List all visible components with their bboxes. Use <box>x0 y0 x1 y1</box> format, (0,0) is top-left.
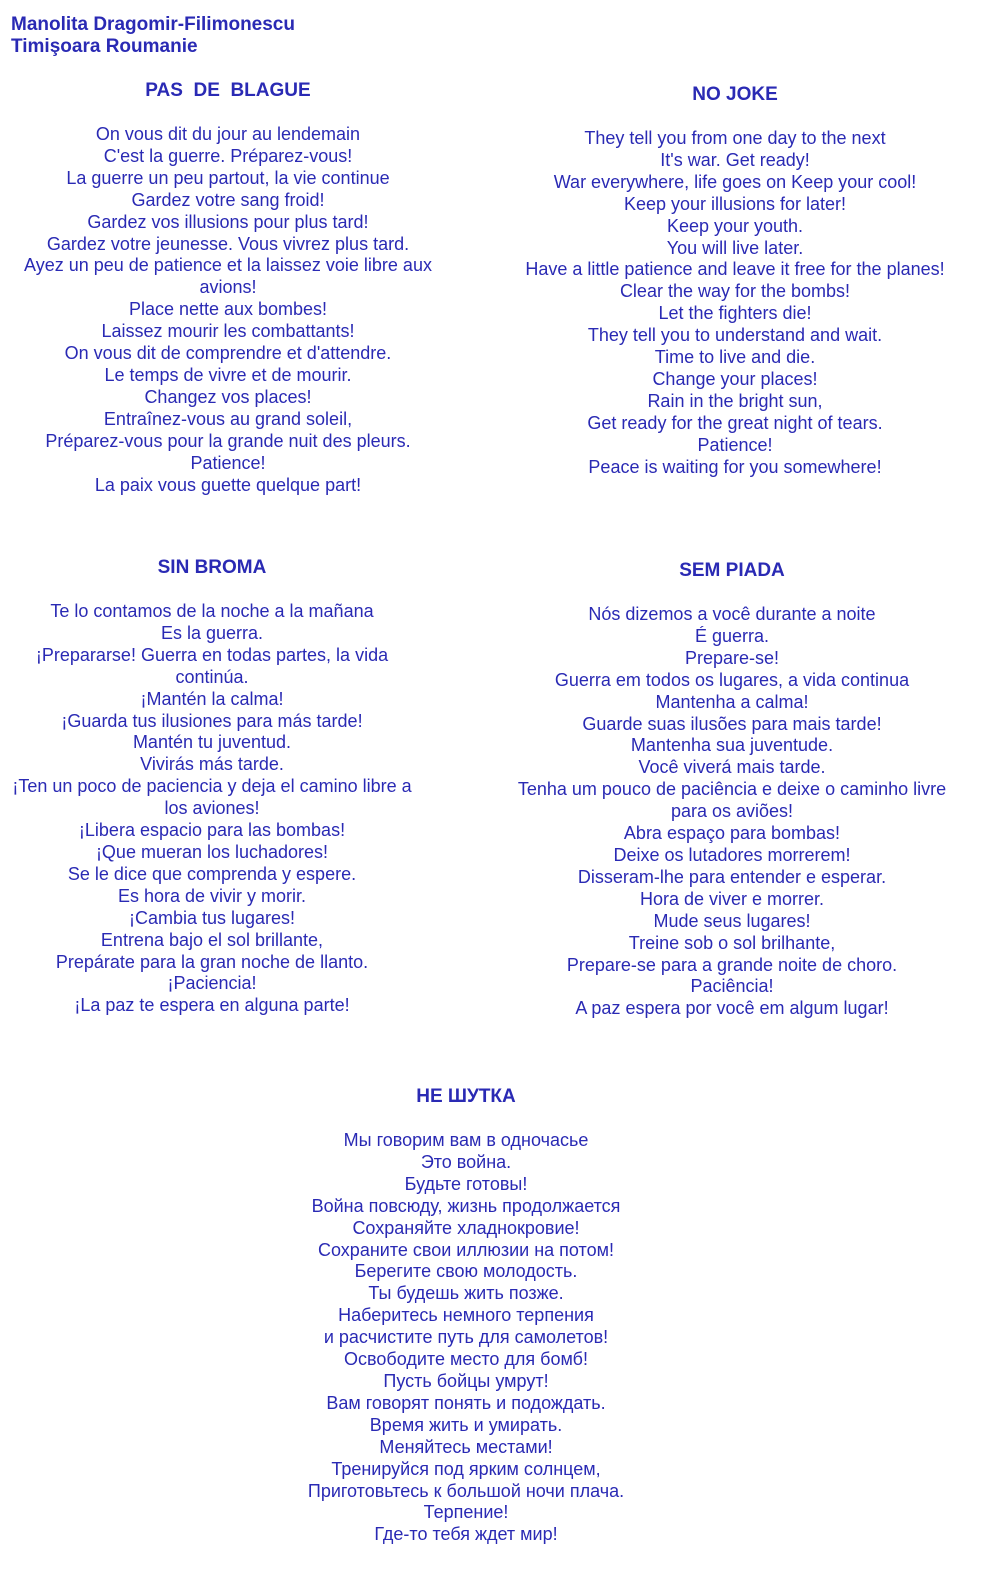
poem-title: NO JOKE <box>692 84 778 105</box>
poem-line: You will live later. <box>666 237 804 258</box>
poem-line: Change your places! <box>652 368 818 389</box>
poem-lines <box>506 604 958 1020</box>
poem-line: los aviones! <box>164 798 260 819</box>
poem-line: Abra espaço para bombas! <box>623 823 841 844</box>
poem-line: Мы говорим вам в одночасье <box>343 1130 589 1150</box>
poem-line: Будьте готовы! <box>404 1173 528 1194</box>
poem-line: Сохраните свои иллюзии на потом! <box>318 1239 614 1260</box>
poem-line: Paciência! <box>690 976 774 997</box>
poem-line: É guerra. <box>694 625 770 646</box>
poem-title: SIN BROMA <box>157 557 267 578</box>
poem-spanish <box>2 557 422 1017</box>
poem-line: Have a little patience and leave it free for the planes! <box>525 259 945 280</box>
poem-line: Tenha um pouco de paciência e deixe o caminho livre <box>517 779 947 800</box>
poem-line: Le temps de vivre et de mourir. <box>104 364 352 385</box>
poem-line: Let the fighters die! <box>658 303 812 324</box>
poem-line: Mude seus lugares! <box>653 910 811 931</box>
poem-line: Пусть бойцы умрут! <box>383 1370 549 1391</box>
poem-line: Patience! <box>697 434 773 455</box>
poem-line: Prepare-se! <box>684 647 780 668</box>
poem-line: ¡Cambia tus lugares! <box>128 907 296 928</box>
poem-line: A paz espera por você em algum lugar! <box>575 998 889 1019</box>
poem-line: ¡Mantén la calma! <box>140 688 284 709</box>
poem-line: Ты будешь жить позже. <box>368 1283 564 1304</box>
author-name: Manolita Dragomir-Filimonescu <box>11 14 295 35</box>
poem-line: They tell you from one day to the next <box>584 128 886 148</box>
poem-line: Берегите свою молодость. <box>354 1261 578 1282</box>
poem-line: Entraînez-vous au grand soleil, <box>103 408 353 429</box>
poem-line: Você viverá mais tarde. <box>638 757 826 778</box>
poem-line: para os aviões! <box>670 801 794 822</box>
author-block <box>11 14 295 58</box>
poem-line: Keep your illusions for later! <box>623 193 847 214</box>
poem-lines <box>12 124 444 496</box>
poem-line: Treine sob o sol brilhante, <box>628 932 836 953</box>
poem-line: Es la guerra. <box>160 622 264 643</box>
poem-line: Patience! <box>190 452 266 473</box>
poem-line: Тренируйся под ярким солнцем, <box>331 1458 601 1479</box>
poem-line: ¡Libera espacio para las bombas! <box>78 820 346 841</box>
poem-line: Освободите место для бомб! <box>344 1349 588 1370</box>
poem-line: Time to live and die. <box>654 347 816 368</box>
poem-line: ¡Que mueran los luchadores! <box>95 841 329 862</box>
poem-line: Сохраняйте хладнокровие! <box>352 1217 580 1238</box>
poem-line: Война повсюду, жизнь продолжается <box>311 1195 621 1216</box>
poem-line: ¡La paz te espera en alguna parte! <box>74 995 350 1016</box>
poem-line: Prepárate para la gran noche de llanto. <box>55 951 369 972</box>
poem-line: Disseram-lhe para entender e esperar. <box>577 866 887 887</box>
poem-lines <box>258 1130 674 1546</box>
poem-line: Te lo contamos de la noche a la mañana <box>50 601 374 621</box>
poem-french <box>12 80 444 496</box>
poem-line: Mantenha sua juventude. <box>630 735 834 756</box>
poem-line: ¡Prepararse! Guerra en todas partes, la vida <box>35 644 389 665</box>
poem-line: ¡Paciencia! <box>167 973 257 994</box>
poem-line: On vous dit de comprendre et d'attendre. <box>64 343 392 364</box>
poem-english <box>512 84 958 479</box>
poem-line: Вам говорят понять и подождать. <box>326 1392 606 1413</box>
poem-line: Mantén tu juventud. <box>132 732 292 753</box>
poem-title: SEM PIADA <box>679 560 785 581</box>
poem-line: On vous dit du jour au lendemain <box>95 124 361 144</box>
poem-line: Peace is waiting for you somewhere! <box>588 456 882 477</box>
poem-russian <box>258 1086 674 1546</box>
poem-lines <box>512 128 958 479</box>
poem-line: Entrena bajo el sol brillante, <box>100 929 324 950</box>
poem-title: НЕ ШУТКА <box>416 1086 516 1107</box>
poem-line: Это война. <box>420 1151 512 1172</box>
poem-line: Gardez vos illusions pour plus tard! <box>87 211 369 232</box>
poem-line: ¡Ten un poco de paciencia y deja el camino libre a <box>12 776 412 797</box>
poem-line: Vivirás más tarde. <box>140 754 284 775</box>
poem-line: Deixe os lutadores morrerem! <box>613 844 851 865</box>
poem-line: ¡Guarda tus ilusiones para más tarde! <box>61 710 363 731</box>
poem-line: Get ready for the great night of tears. <box>587 412 883 433</box>
poem-line: Где-то тебя ждет мир! <box>374 1524 558 1545</box>
poem-line: Меняйтесь местами! <box>379 1436 553 1457</box>
poem-line: и расчистите путь для самолетов! <box>323 1327 609 1348</box>
poem-line: Guerra em todos os lugares, a vida continua <box>554 669 910 690</box>
poem-line: Ayez un peu de patience et la laissez voie libre aux <box>24 255 432 276</box>
poem-line: Gardez votre sang froid! <box>131 189 325 210</box>
poem-line: Hora de viver e morrer. <box>639 888 825 909</box>
poem-line: Changez vos places! <box>144 386 312 407</box>
poem-line: C'est la guerre. Préparez-vous! <box>103 145 353 166</box>
poem-line: Se le dice que comprenda y espere. <box>67 863 357 884</box>
poem-line: Приготовьтесь к большой ночи плача. <box>307 1480 625 1501</box>
poem-lines <box>2 601 422 1017</box>
poem-line: It's war. Get ready! <box>660 149 810 170</box>
poem-line: Keep your youth. <box>666 215 804 236</box>
poem-line: Guarde suas ilusões para mais tarde! <box>582 713 882 734</box>
poem-line: They tell you to understand and wait. <box>587 325 883 346</box>
poem-portuguese <box>506 560 958 1020</box>
poem-line: War everywhere, life goes on Keep your cool! <box>553 171 917 192</box>
poem-line: La paix vous guette quelque part! <box>94 474 362 495</box>
poem-line: Время жить и умирать. <box>369 1414 563 1435</box>
poem-line: Laissez mourir les combattants! <box>101 321 355 342</box>
poem-line: Наберитесь немного терпения <box>338 1305 594 1326</box>
poem-line: Rain in the bright sun, <box>647 390 823 411</box>
poem-line: Clear the way for the bombs! <box>619 281 851 302</box>
poem-line: Nós dizemos a você durante a noite <box>588 604 876 624</box>
poem-line: Es hora de vivir y morir. <box>117 885 307 906</box>
poem-line: Gardez votre jeunesse. Vous vivrez plus tard. <box>46 233 410 254</box>
poem-line: continúa. <box>175 666 249 687</box>
poem-line: Терпение! <box>423 1502 509 1523</box>
poem-title: PAS DE BLAGUE <box>145 80 311 101</box>
author-location: Timişoara Roumanie <box>11 36 198 57</box>
poem-line: Préparez-vous pour la grande nuit des pleurs. <box>45 430 411 451</box>
poem-line: Mantenha a calma! <box>655 691 809 712</box>
poem-line: Prepare-se para a grande noite de choro. <box>566 954 898 975</box>
poem-line: avions! <box>199 277 257 298</box>
poem-line: Place nette aux bombes! <box>128 299 328 320</box>
poem-line: La guerre un peu partout, la vie continue <box>66 167 390 188</box>
